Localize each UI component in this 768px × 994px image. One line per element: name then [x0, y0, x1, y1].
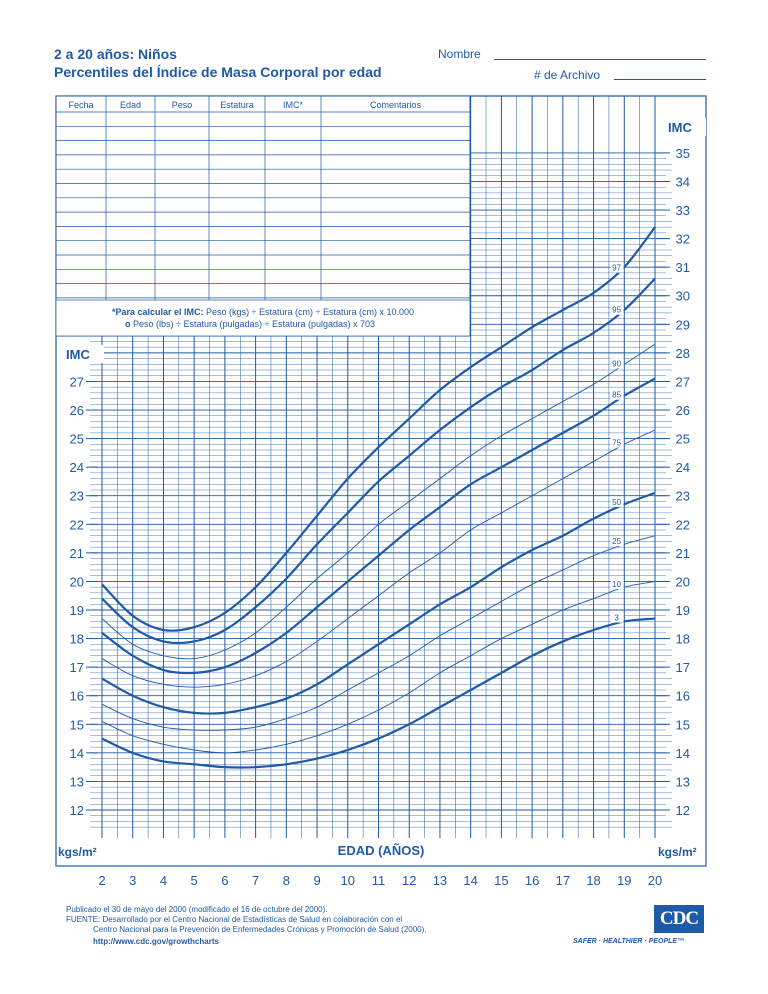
y-tick-label-right: 33	[675, 203, 690, 219]
x-tick-label: 18	[586, 873, 601, 888]
y-tick-label-right: 32	[675, 231, 690, 247]
y-tick-label-right: 21	[675, 545, 690, 561]
y-tick-label-right: 31	[675, 260, 690, 276]
cdc-logo: CDC	[654, 905, 704, 933]
y-tick-label-left: 23	[69, 488, 84, 504]
y-tick-label-left: 20	[69, 574, 84, 590]
y-tick-label-left: 12	[69, 803, 84, 818]
percentile-label-25: 25	[612, 537, 622, 547]
y-tick-label-right: 18	[675, 631, 690, 647]
y-tick-label-right: 12	[675, 803, 690, 818]
bmi-note-line1: *Para calcular el IMC: Peso (kgs) ÷ Estatura (cm) ÷ Estatura (cm) x 10.000	[112, 307, 414, 317]
x-tick-label: 2	[98, 873, 106, 888]
source-note-line2: Centro Nacional para la Prevención de Enfermedades Crónicas y Promoción de Salud (2000).	[93, 925, 427, 934]
percentile-label-85: 85	[612, 390, 622, 400]
y-tick-label-left: 13	[69, 774, 84, 790]
y-tick-label-right: 19	[675, 603, 690, 619]
y-tick-label-left: 17	[69, 660, 84, 676]
y-tick-label-left: 16	[69, 688, 84, 704]
y-tick-label-right: 29	[675, 317, 690, 333]
bmi-note-box	[56, 300, 470, 336]
y-tick-label-right: 22	[675, 517, 690, 533]
x-tick-label: 14	[463, 873, 478, 888]
record-column-header: Estatura	[220, 100, 254, 110]
y-tick-label-right: 25	[675, 431, 690, 447]
record-label: # de Archivo	[534, 68, 601, 82]
y-tick-label-right: 23	[675, 488, 690, 504]
chart-title-line1: 2 a 20 años: Niños	[54, 46, 177, 62]
x-axis-title: EDAD (AÑOS)	[337, 843, 425, 858]
record-column-header: Edad	[119, 100, 142, 110]
record-column-header: Fecha	[68, 100, 94, 110]
y-tick-label-right: 15	[675, 717, 690, 733]
y-tick-label-left: 14	[69, 745, 84, 761]
y-tick-label-left: 22	[69, 517, 84, 533]
x-tick-label: 10	[340, 873, 356, 888]
x-tick-label: 12	[401, 873, 417, 888]
record-column-header: Peso	[171, 100, 193, 110]
record-column-header: IMC*	[283, 100, 303, 110]
y-tick-label-left: 19	[69, 603, 84, 619]
y-tick-label-right: 24	[675, 460, 690, 476]
y-tick-label-right: 30	[675, 288, 690, 304]
y-tick-label-right: 20	[675, 574, 690, 590]
source-note-line1: FUENTE: Desarrollado por el Centro Nacional de Estadísticas de Salud en colaboración con el	[66, 915, 403, 924]
y-tick-label-left: 25	[69, 431, 84, 447]
x-tick-label: 7	[251, 873, 260, 888]
y-tick-label-right: 17	[675, 660, 690, 676]
x-tick-label: 13	[432, 873, 448, 888]
y-tick-label-right: 13	[675, 774, 690, 790]
percentile-label-3: 3	[614, 613, 619, 623]
y-tick-label-right: 14	[675, 745, 690, 761]
y-tick-label-left: 27	[69, 374, 84, 390]
bmi-note-line2: o Peso (lbs) ÷ Estatura (pulgadas) ÷ Estatura (pulgadas) x 703	[125, 319, 375, 329]
growthcharts-link[interactable]: http://www.cdc.gov/growthcharts	[93, 937, 219, 946]
x-tick-label: 3	[129, 873, 137, 888]
percentile-label-75: 75	[612, 438, 622, 448]
chart-title-line2: Percentiles del Índice de Masa Corporal por edad	[54, 64, 382, 80]
published-note: Publicado el 30 de mayo del 2000 (modificado el 16 de octubre del 2000).	[66, 905, 328, 914]
y-tick-label-left: 24	[69, 460, 84, 476]
y-tick-label-left: 21	[69, 545, 84, 561]
name-label: Nombre	[438, 47, 481, 61]
y-tick-label-left: 18	[69, 631, 84, 647]
y-tick-label-right: 35	[675, 145, 690, 161]
y-tick-label-left: 15	[69, 717, 84, 733]
x-tick-label: 16	[524, 873, 540, 888]
y-unit-left: kgs/m²	[58, 845, 97, 859]
x-tick-label: 15	[494, 873, 509, 888]
x-tick-label: 19	[617, 873, 632, 888]
y-tick-label-right: 27	[675, 374, 690, 390]
percentile-label-50: 50	[612, 497, 622, 507]
y-tick-label-right: 28	[675, 345, 690, 361]
y-axis-title-right: IMC	[668, 120, 692, 135]
cdc-tagline: SAFER · HEALTHIER · PEOPLE™	[573, 938, 685, 945]
x-tick-label: 17	[555, 873, 571, 888]
percentile-label-10: 10	[612, 580, 622, 590]
percentile-label-90: 90	[612, 359, 622, 369]
percentile-label-97: 97	[612, 263, 622, 273]
percentile-label-95: 95	[612, 305, 622, 315]
y-unit-right: kgs/m²	[658, 845, 697, 859]
y-tick-label-right: 16	[675, 688, 690, 704]
y-tick-label-right: 34	[675, 174, 690, 190]
x-tick-label: 9	[313, 873, 321, 888]
x-tick-label: 11	[371, 873, 386, 888]
x-tick-label: 4	[159, 873, 168, 888]
record-column-header: Comentarios	[369, 100, 422, 110]
x-tick-label: 20	[647, 873, 663, 888]
y-axis-title-left: IMC	[66, 347, 90, 362]
y-tick-label-left: 26	[69, 403, 84, 419]
x-tick-label: 5	[190, 873, 198, 888]
y-tick-label-right: 26	[675, 403, 690, 419]
x-tick-label: 8	[282, 873, 290, 888]
x-tick-label: 6	[221, 873, 229, 888]
